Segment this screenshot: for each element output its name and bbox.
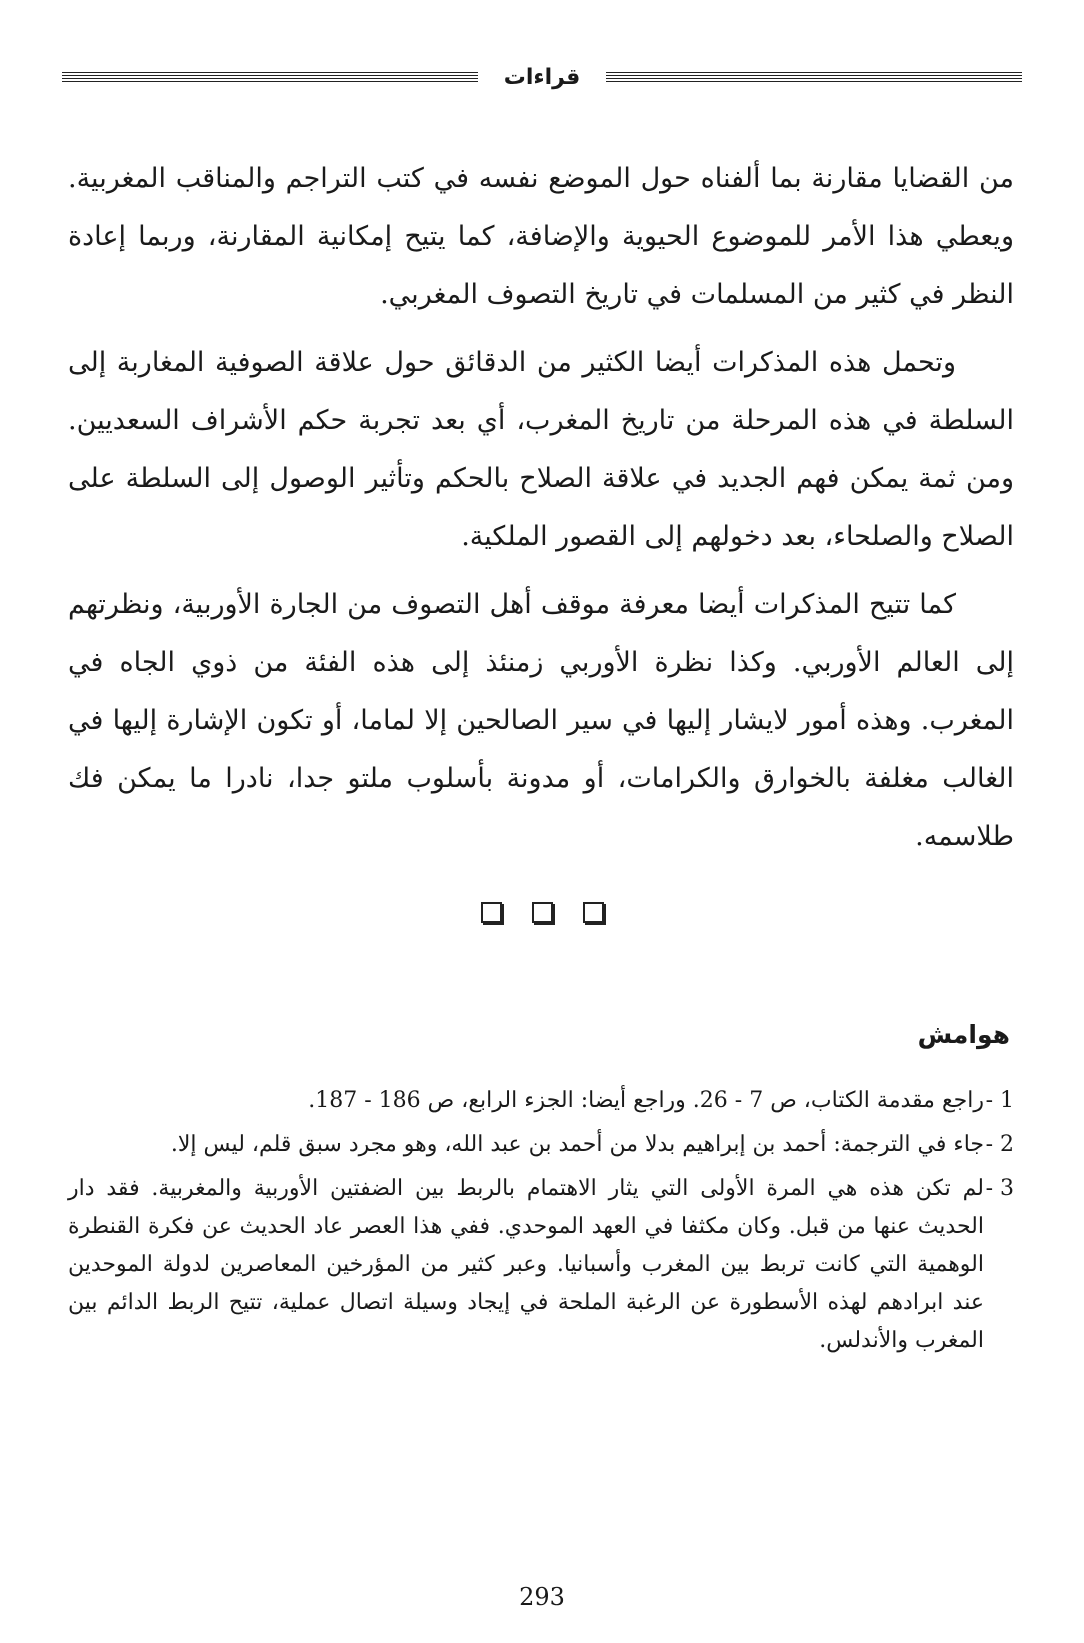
running-header-title: قراءات	[503, 64, 581, 90]
paragraph: وتحمل هذه المذكرات أيضا الكثير من الدقائق حول علاقة الصوفية المغاربة إلى السلطة في هذه المرحلة من تاريخ المغرب، أي بعد تجربة حكم الأشراف السعديين. ومن ثمة يمكن فهم الجديد في علاقة الصلاح بالحكم وتأثير الوصول إلى السلطة على الصلاح والصلحاء، بعد دخولهم إلى القصور الملكية.	[68, 347, 1014, 552]
main-text	[68, 150, 1014, 876]
hollow-square-icon	[583, 902, 604, 923]
notes-heading: هوامش	[917, 1020, 1010, 1049]
footnote-number: 1 -	[985, 1088, 1014, 1113]
hollow-square-icon	[481, 902, 502, 923]
footnote	[68, 1126, 1014, 1164]
footnote-text: راجع مقدمة الكتاب، ص 7 - 26. وراجع أيضا: الجزء الرابع، ص 186 - 187.	[308, 1088, 984, 1113]
header-rule-left	[62, 72, 478, 83]
footnote-number: 2 -	[985, 1132, 1014, 1157]
footnote-text: لم تكن هذه هي المرة الأولى التي يثار الاهتمام بالربط بين الضفتين الأوربية والمغربية. فقد دار الحديث عنها من قبل. وكان مكثفا في العهد الموحدي. ففي هذا العصر عاد الحديث عن فكرة القنطرة الوهمية التي كانت تربط بين المغرب وأسبانيا. وعبر كثير من المؤرخين المعاصرين لدولة الموحدين عند ابرادهم لهذه الأسطورة عن الرغبة الملحة في إيجاد وسيلة اتصال عملية، تتيح الربط الدائم بين المغرب والأندلس.	[68, 1176, 984, 1353]
footnotes	[68, 1082, 1014, 1366]
footnote-number: 3 -	[985, 1176, 1014, 1201]
paragraph: من القضايا مقارنة بما ألفناه حول الموضع نفسه في كتب التراجم والمناقب المغربية. ويعطي هذا الأمر للموضوع الحيوية والإضافة، كما يتيح إمكانية المقارنة، وربما إعادة النظر في كثير من المسلمات في تاريخ التصوف المغربي.	[68, 163, 1014, 310]
footnote	[68, 1082, 1014, 1120]
section-separator	[0, 902, 1084, 923]
footnote-text: جاء في الترجمة: أحمد بن إبراهيم بدلا من أحمد بن عبد الله، وهو مجرد سبق قلم، ليس إلا.	[170, 1132, 984, 1157]
header-rule-right	[606, 72, 1022, 83]
hollow-square-icon	[532, 902, 553, 923]
paragraph: كما تتيح المذكرات أيضا معرفة موقف أهل التصوف من الجارة الأوربية، ونظرتهم إلى العالم الأوربي. وكذا نظرة الأوربي زمنئذ إلى هذه الفئة من ذوي الجاه في المغرب. وهذه أمور لايشار إليها في سير الصالحين إلا لماما، أو تكون الإشارة إليها في الغالب مغلفة بالخوارق والكرامات، أو مدونة بأسلوب ملتو جدا، نادرا ما يمكن فك طلاسمه.	[68, 589, 1014, 852]
footnote	[68, 1170, 1014, 1360]
page-number: 293	[519, 1583, 565, 1611]
running-header	[62, 62, 1022, 92]
